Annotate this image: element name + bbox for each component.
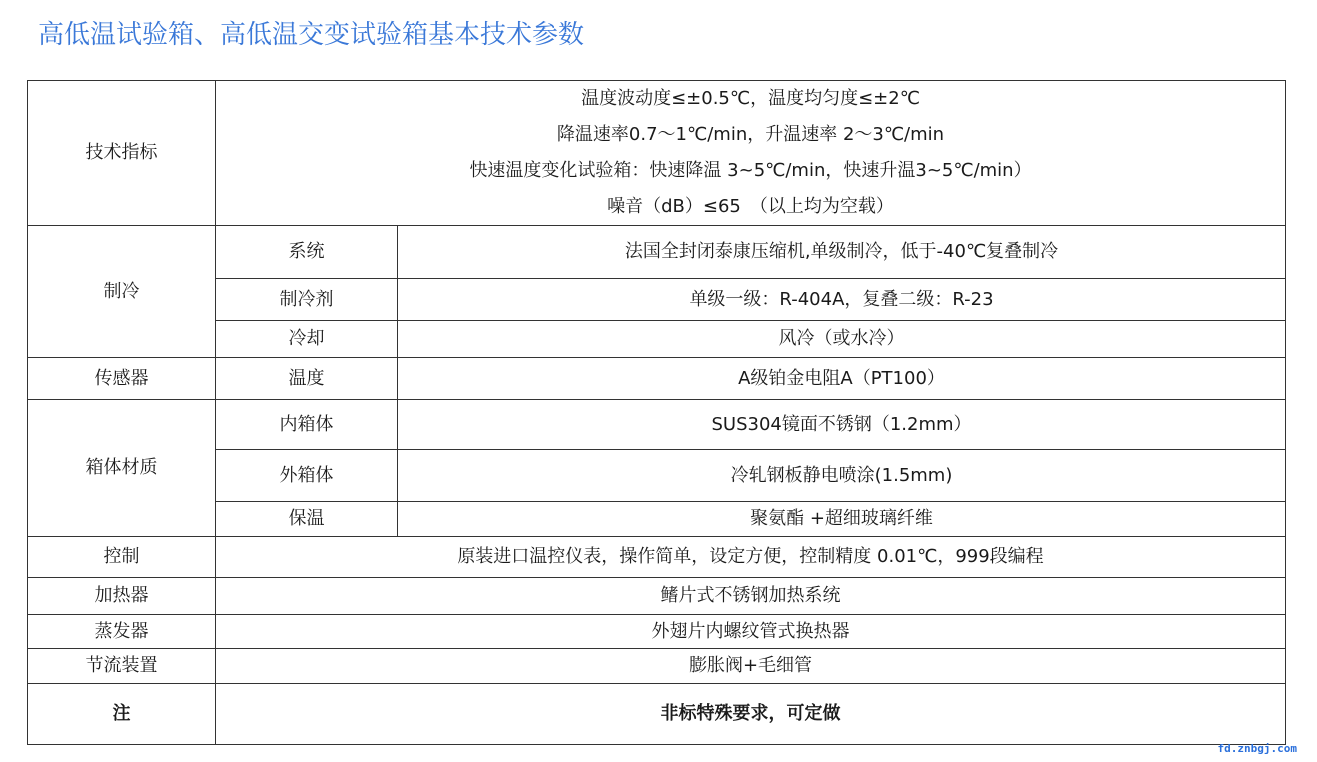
tech-line-2: 降温速率0.7～1℃/min，升温速率 2～3℃/min [556, 124, 945, 145]
row-label-throttle: 节流装置 [28, 649, 216, 684]
value-heater: 鳍片式不锈钢加热系统 [216, 578, 1286, 615]
table-row [28, 321, 1286, 358]
row-label-evaporator: 蒸发器 [28, 615, 216, 649]
table-row [28, 358, 1286, 400]
sub-label-temperature: 温度 [216, 358, 398, 400]
spec-table [27, 80, 1286, 745]
table-row [28, 450, 1286, 502]
value-evaporator: 外翅片内螺纹管式换热器 [216, 615, 1286, 649]
tech-line-3: 快速温度变化试验箱：快速降温 3~5℃/min，快速升温3~5℃/min） [469, 160, 1032, 181]
value-cooling: 风冷（或水冷） [398, 321, 1286, 358]
watermark-url: fd.znbgj.com [1217, 742, 1297, 755]
value-control: 原装进口温控仪表，操作简单，设定方便，控制精度 0.01℃，999段编程 [216, 537, 1286, 578]
table-row [28, 502, 1286, 537]
value-throttle: 膨胀阀+毛细管 [216, 649, 1286, 684]
table-row [28, 649, 1286, 684]
table-row [28, 81, 1286, 226]
row-label-heater: 加热器 [28, 578, 216, 615]
sub-label-outer: 外箱体 [216, 450, 398, 502]
sub-label-inner: 内箱体 [216, 400, 398, 450]
value-system: 法国全封闭泰康压缩机,单级制冷，低于-40℃复叠制冷 [398, 226, 1286, 279]
row-label-control: 控制 [28, 537, 216, 578]
sub-label-cooling: 冷却 [216, 321, 398, 358]
row-label-sensor: 传感器 [28, 358, 216, 400]
sub-label-insulation: 保温 [216, 502, 398, 537]
sub-label-refrigerant: 制冷剂 [216, 279, 398, 321]
value-outer: 冷轧钢板静电喷涂(1.5mm) [398, 450, 1286, 502]
table-row [28, 279, 1286, 321]
table-row [28, 684, 1286, 745]
value-sensor: A级铂金电阻A（PT100） [398, 358, 1286, 400]
table-row [28, 578, 1286, 615]
value-refrigerant: 单级一级：R-404A，复叠二级：R-23 [398, 279, 1286, 321]
table-row [28, 537, 1286, 578]
row-label-cabinet: 箱体材质 [28, 400, 216, 537]
row-label-refrigeration: 制冷 [28, 226, 216, 358]
sub-label-system: 系统 [216, 226, 398, 279]
table-row [28, 615, 1286, 649]
table-row [28, 226, 1286, 279]
value-insulation: 聚氨酯 +超细玻璃纤维 [398, 502, 1286, 537]
table-row [28, 400, 1286, 450]
tech-line-1: 温度波动度≤±0.5℃，温度均匀度≤±2℃ [581, 88, 920, 109]
page-title: 高低温试验箱、高低温交变试验箱基本技术参数 [38, 20, 585, 50]
row-label-tech: 技术指标 [28, 81, 216, 226]
tech-spec-cell [216, 81, 1286, 226]
row-label-note: 注 [28, 684, 216, 745]
value-inner: SUS304镜面不锈钢（1.2mm） [398, 400, 1286, 450]
value-note: 非标特殊要求，可定做 [216, 684, 1286, 745]
tech-line-4: 噪音（dB）≤65 （以上均为空载） [607, 196, 894, 217]
